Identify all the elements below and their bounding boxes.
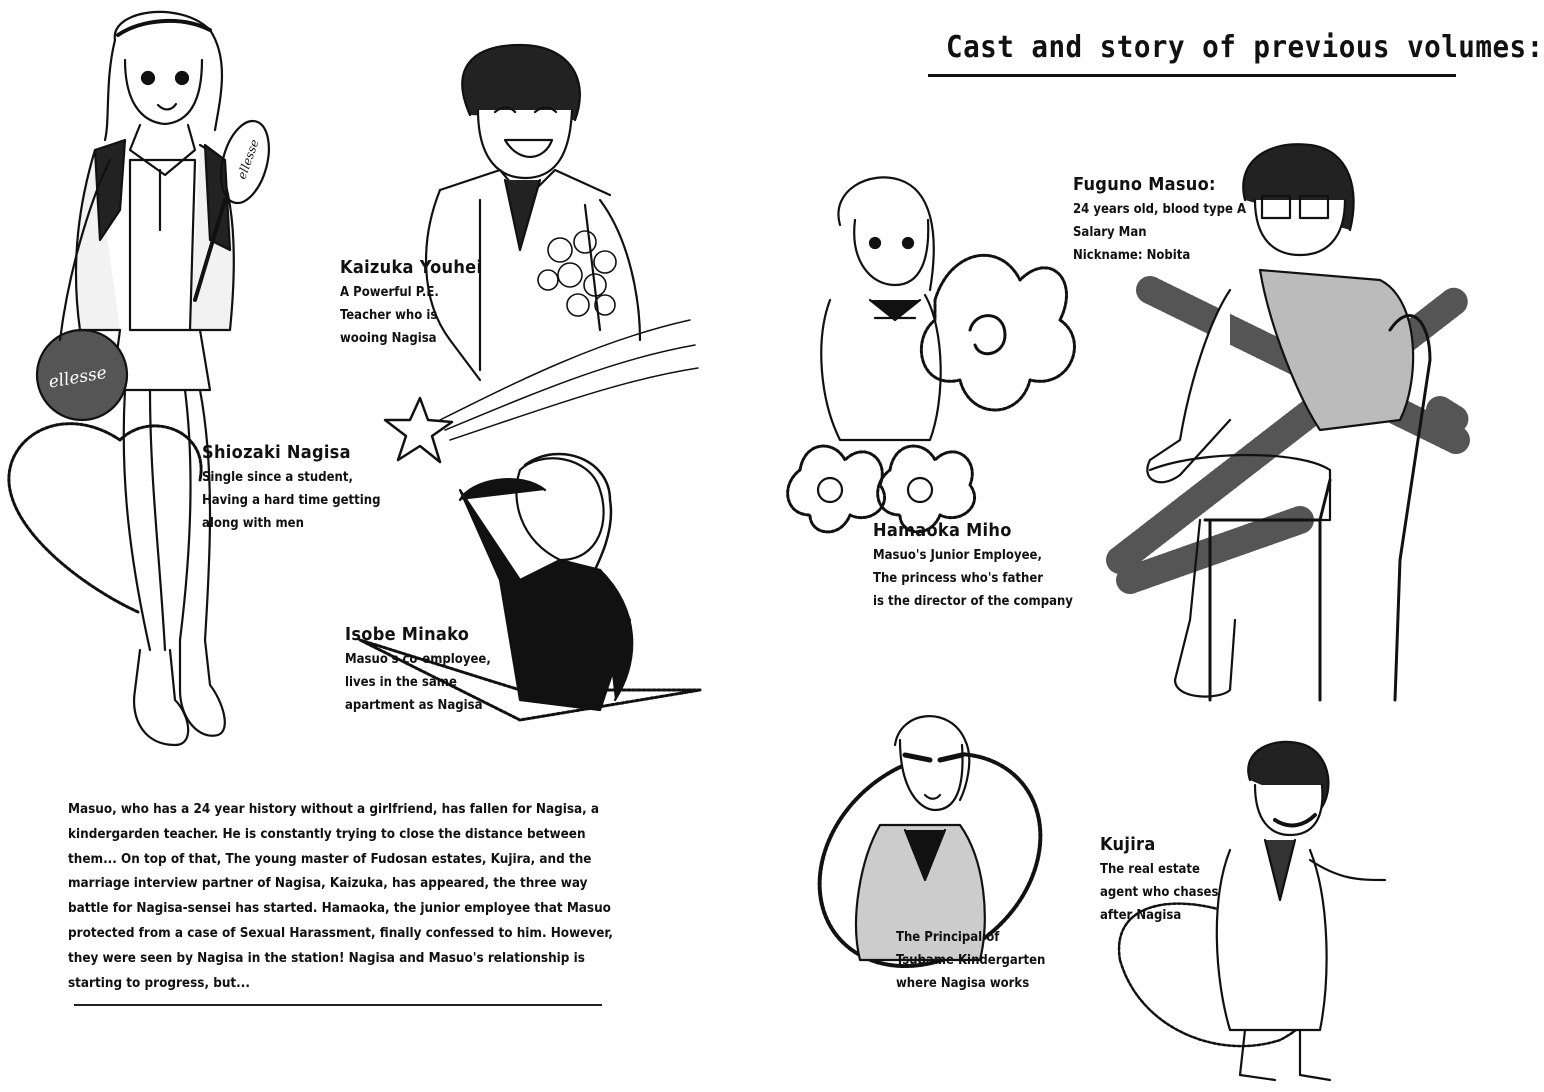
caption-miho bbox=[873, 518, 1073, 613]
story-underline bbox=[74, 1004, 602, 1006]
caption-nagisa bbox=[202, 440, 380, 535]
caption-minako bbox=[345, 622, 491, 717]
bag-logo: ellesse bbox=[47, 362, 109, 393]
title-underline bbox=[928, 74, 1456, 77]
caption-kaizuka bbox=[340, 255, 482, 350]
caption-line: Nickname: Nobita bbox=[1073, 248, 1191, 263]
character-name: Kaizuka Youhei bbox=[340, 257, 483, 278]
character-name: Fuguno Masuo: bbox=[1073, 174, 1216, 195]
caption-line: Masuo's Junior Employee, bbox=[873, 548, 1042, 563]
caption-line: Tsubame Kindergarten bbox=[896, 953, 1046, 968]
character-name: Kujira bbox=[1100, 834, 1156, 855]
caption-line: Salary Man bbox=[1073, 225, 1147, 240]
caption-line: Teacher who is bbox=[340, 308, 438, 323]
caption-line: The real estate bbox=[1100, 862, 1200, 877]
miho-figure bbox=[788, 177, 1075, 532]
caption-masuo bbox=[1073, 172, 1246, 267]
caption-kujira bbox=[1100, 832, 1218, 927]
caption-line: Single since a student, bbox=[202, 470, 353, 485]
caption-line: Having a hard time getting bbox=[202, 493, 381, 508]
character-name: Shiozaki Nagisa bbox=[202, 442, 351, 463]
caption-line: 24 years old, blood type A bbox=[1073, 202, 1247, 217]
caption-line: along with men bbox=[202, 516, 304, 531]
caption-line: where Nagisa works bbox=[896, 976, 1030, 991]
caption-line: is the director of the company bbox=[873, 594, 1073, 609]
story-summary: Masuo, who has a 24 year history without a girlfriend, has fallen for Nagisa, a kindergarden teacher. He is constantly trying to close the distance between them... On top of that, The young master of Fudosan estates, Kujira, and the marriage interview partner of Nagisa, Kaizuka, has appeared, the three way battle for Nagisa-sensei has started. Hamaoka, the junior employee that Masuo protected from a case of Sexual Harassment, finally confessed to him. However, they were seen by Nagisa in the station! Nagisa and Masuo's relationship is starting to progress, but... bbox=[68, 802, 613, 991]
caption-principal bbox=[896, 926, 1045, 995]
caption-line: The princess who's father bbox=[873, 571, 1044, 586]
caption-line: after Nagisa bbox=[1100, 908, 1182, 923]
caption-line: agent who chases bbox=[1100, 885, 1219, 900]
caption-line: The Principal of bbox=[896, 930, 1000, 945]
racket-logo: ellesse bbox=[234, 137, 262, 182]
caption-line: A Powerful P.E. bbox=[340, 285, 439, 300]
caption-line: lives in the same bbox=[345, 675, 457, 690]
page-title: Cast and story of previous volumes: bbox=[946, 30, 1544, 65]
kaizuka-figure bbox=[385, 45, 698, 462]
character-name: Isobe Minako bbox=[345, 624, 470, 645]
character-name: Hamaoka Miho bbox=[873, 520, 1012, 541]
caption-line: Masuo's co-employee, bbox=[345, 652, 491, 667]
caption-line: wooing Nagisa bbox=[340, 331, 437, 346]
caption-line: apartment as Nagisa bbox=[345, 698, 483, 713]
